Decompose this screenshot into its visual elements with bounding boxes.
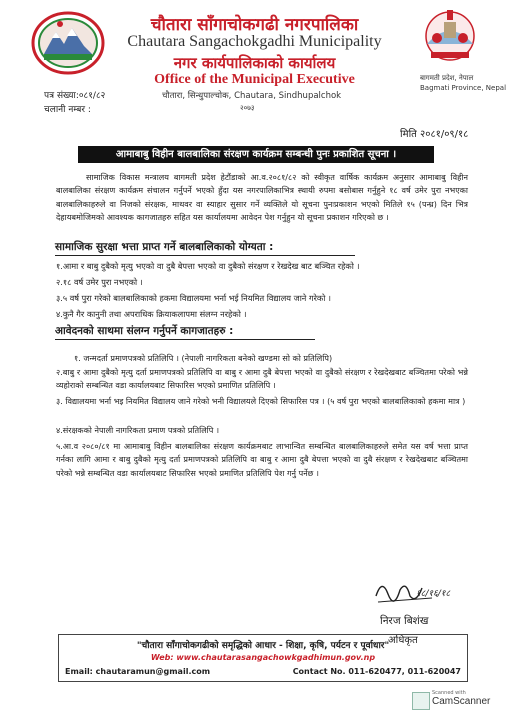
camscanner-logo-icon (412, 692, 430, 710)
document-item: १. जन्मदर्ता प्रमाणपत्रको प्रतिलिपि । (नेपाली नागरिकता बनेको खण्डमा सो को प्रतिलिपि) (74, 353, 333, 363)
municipality-title-en: Chautara Sangachokgadhi Municipality (127, 33, 382, 50)
letterhead-footer (58, 634, 468, 682)
watermark-brand: CamScanner (432, 696, 491, 707)
dispatch-number: चलानी नम्बर : (44, 105, 91, 115)
document-item: ४.संरक्षकको नेपाली नागरिकता प्रमाण पत्रको प्रतिलिपि । (56, 425, 220, 435)
signature-date-handwriting: १८/१६/१८ (416, 589, 451, 599)
documents-heading-underline (55, 339, 315, 340)
footer-contact: Contact No. 011-620477, 011-620047 (292, 667, 461, 676)
eligibility-item: १.आमा र बाबु दुबैको मृत्यु भएको वा दुबै बेपत्ता भएको वा दुबैको संरक्षण र रेखदेख बाट बञ्चित रहेको । (56, 261, 360, 271)
eligibility-heading-underline (55, 255, 355, 256)
notice-intro: सामाजिक विकास मन्त्रालय बागमती प्रदेश हेटौंडाको आ.व.२०८१/८२ को स्वीकृत वार्षिक कार्यक्रम अनुसार आमाबाबु विहीन बालबालिका संरक्षण कार्यक्रम संचालन गर्नुपर्ने भएको हुँदा यस नगरपालिकाभित्र स्थायी रुपमा बसोबास गर्नुहुने १८ वर्ष उमेर पुरा नभएका बालबालिकाहरुले वा निजको संरक्षक, माथवर वा स्याहार सुसार गर्ने व्यक्तिले यो सूचना पुनःप्रकाशन भएको मितिले १५ (पन्ध्र) दिन भित्र देहायबमोजिमको आवश्यक कागजातहरु सहित यस कार्यालयमा आवेदन पेश गर्नुहुन यो सूचना प्रकाशन गरिएको छ । (56, 172, 468, 223)
established-year: २०७३ (240, 104, 255, 112)
notice-date: मिति २०८१/०९/१८ (400, 129, 469, 140)
eligibility-item: २.१८ वर्ष उमेर पुरा नभएको । (56, 277, 143, 287)
province-np: बागमती प्रदेश, नेपाल (420, 74, 474, 82)
footer-website: Web: www.chautarasangachowkgadhimun.gov.np (150, 653, 376, 662)
office-title-np: नगर कार्यपालिकाको कार्यालय (173, 54, 336, 72)
office-title-en: Office of the Municipal Executive (154, 72, 355, 87)
reference-number: पत्र संख्या:०८१/८२ (44, 91, 106, 101)
signatory-name: निरज बिशंख (380, 615, 429, 627)
municipality-title-np: चौतारा साँगाचोकगढी नगरपालिका (150, 15, 359, 35)
province-en: Bagmati Province, Nepal (420, 84, 507, 92)
office-address: चौतारा, सिन्धुपाल्चोक, Chautara, Sindhupalchok (162, 91, 342, 101)
document-item: ५.आ.व २०८०/८१ मा आमाबाबु विहीन बालबालिका संरक्षण कार्यक्रमबाट लाभान्वित सम्बन्धित बालबालिकाहरुले समेत यस वर्ष भत्ता प्राप्त गर्नका लागि आमा र बाबु दुबैको मृत्यु दर्ता प्रमाणपत्रको प्रतिलिपि वा बाबु र आमा दुबै बेपत्ता भएको वा दुबै संरक्षण र रेखदेखबाट बञ्चितमा परेको भन्ने सम्बन्धित वडा कार्यालयबाट सिफारिस भएको प्रमाणित प्रतिलिपि पेश गर्नु पर्नेछ । (56, 441, 468, 478)
watermark-caption: Scanned with (432, 690, 466, 696)
document-item: २.बाबु र आमा दुबैको मृत्यु दर्ता प्रमाणपत्रको प्रतिलिपि वा बाबु र आमा दुबै बेपत्ता भएको वा दुबैको संरक्षण र रेखदेखबाट बञ्चितमा परेको भन्ने व्यहोराको सम्बन्धित वडा कार्यालयबाट सिफारिस भएको प्रमाणित प्रतिलिपि । (56, 367, 468, 391)
eligibility-item: ३.५ वर्ष पुरा गरेको बालबालिकाको हकमा विद्यालयमा भर्ना भई नियमित विद्यालय जाने गरेको । (56, 293, 332, 303)
notice-subject: आमाबाबु विहीन बालबालिका संरक्षण कार्यक्रम सम्बन्धी पुनः प्रकाशित सूचना । (78, 146, 434, 163)
footer-slogan: "चौतारा साँगाचोकगढीको समृद्धिको आधार - शिक्षा, कृषि, पर्यटन र पूर्वाधार" (136, 641, 390, 651)
eligibility-item: ४.कुनै गैर कानुनी तथा अपराधिक क्रियाकलापमा संलग्न नरहेको । (56, 309, 247, 319)
document-item: ३. विद्यालयमा भर्ना भइ नियमित विद्यालय जाने गरेको भनी विद्यालयले दिएको सिफारिस पत्र । (५ वर्ष पुरा भएको बालबालिकाको हकमा मात्र ) (56, 396, 466, 406)
footer-email: Email: chautaramun@gmail.com (65, 667, 211, 676)
camscanner-watermark (412, 690, 506, 712)
documents-heading: आवेदनको साथमा संलग्न गर्नुपर्ने कागजातहरु : (55, 325, 234, 337)
signatory-designation: अधिकृत (388, 635, 418, 646)
eligibility-heading: सामाजिक सुरक्षा भत्ता प्राप्त गर्ने बालबालिकाको योग्यता : (55, 241, 274, 253)
